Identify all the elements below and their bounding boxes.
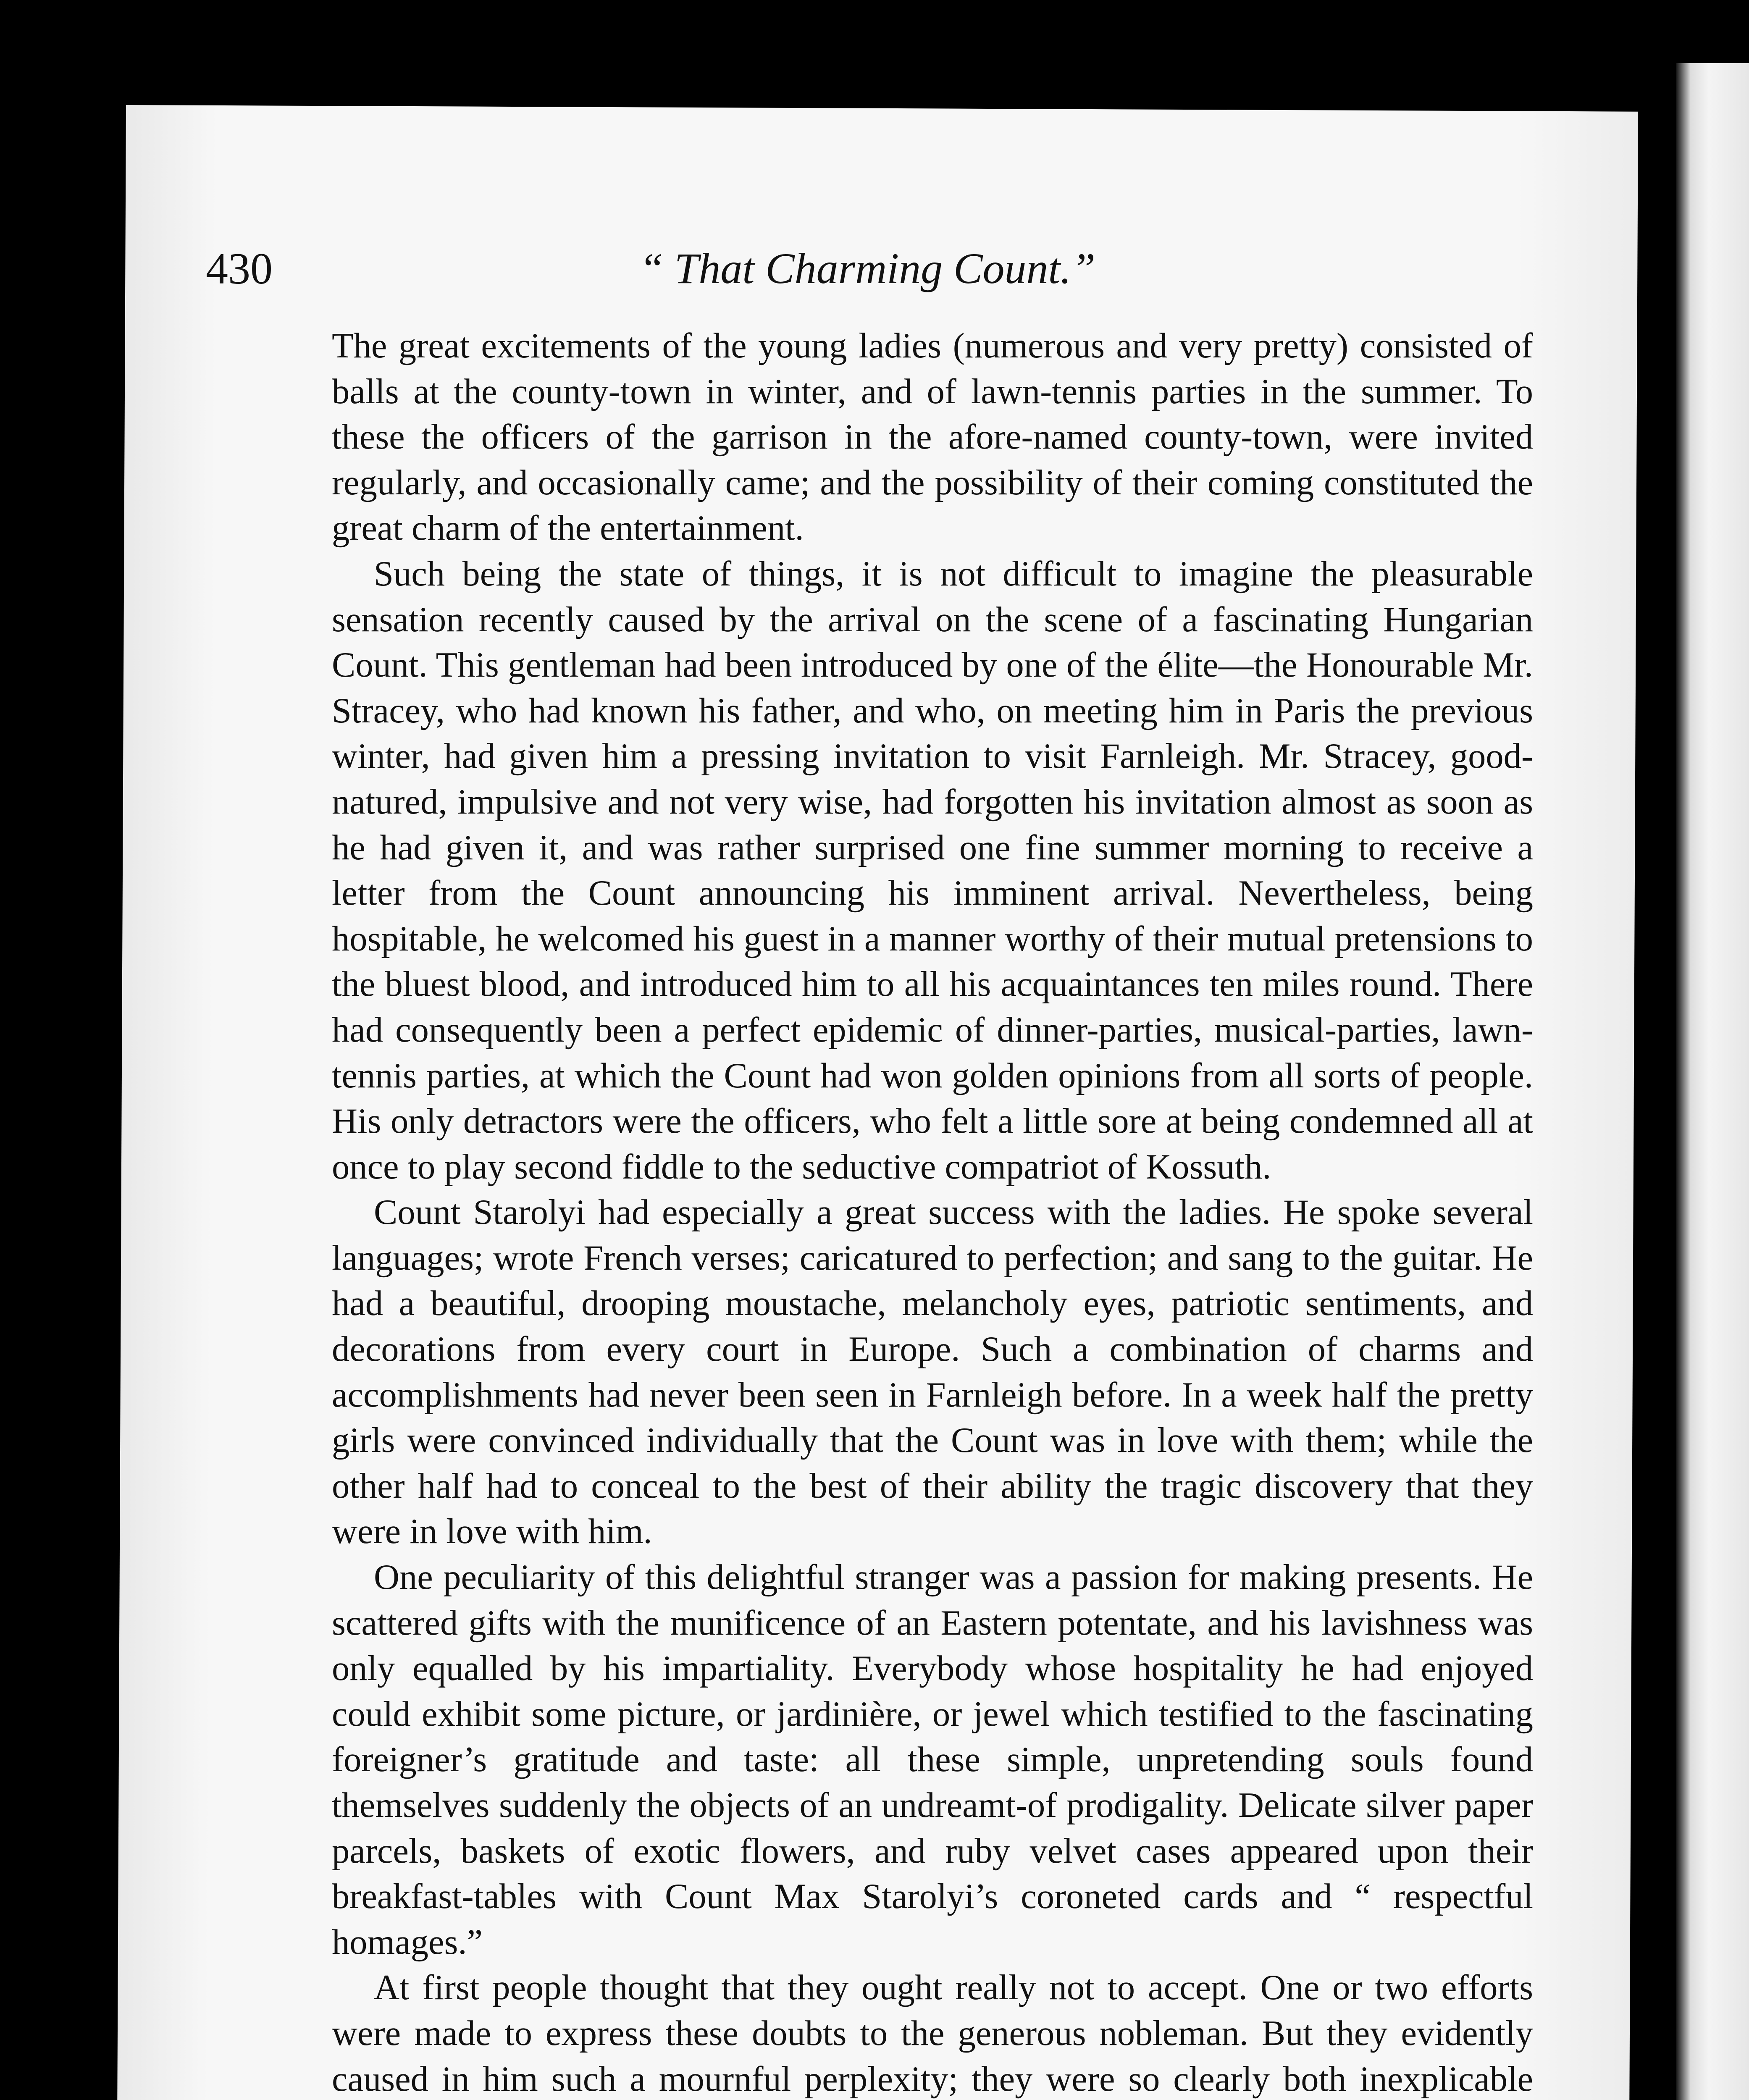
running-head: “ That Charming Count.” [639,244,1096,293]
page-number: 430 [206,244,273,293]
paragraph-4: One peculiarity of this delightful stranger was a passion for making presents. He scattered gifts with the munificence of an Eastern potentate, and his lavishness was only equalled by his impartiality. Everybody whose hospitality he had enjoyed could exhibit some picture, or jardinière, or jewel which testified to the fascinating foreigner’s gratitude and taste: all these simple, unpretending souls found themselves suddenly the objects of an undreamt-of prodigality. Delicate silver paper parcels, baskets of exotic flowers, and ruby velvet cases appeared upon their breakfast-tables with Count Max Starolyi’s coroneted cards and “ respectful homages.” [332,1558,1533,1962]
paragraph-3: Count Starolyi had especially a great success with the ladies. He spoke several languages; wrote French verses; caricatured to perfection; and sang to the guitar. He had a beautiful, drooping moustache, melancholy eyes, patriotic sentiments, and decorations from every court in Europe. Such a combination of charms and accomplishments had never been seen in Farnleigh before. In a week half the pretty girls were convinced individually that the Count was in love with them; while the other half had to conceal to the best of their ability the tragic discovery that they were in love with him. [332,1193,1533,1551]
page-header [206,235,1529,302]
paragraph-5: At first people thought that they ought really not to accept. One or two efforts were made to express these doubts to the generous nobleman. But they evidently caused in him such a mournful perplexity; they were so clearly both inexplicable [332,1968,1533,2099]
facing-page-edge [1676,63,1749,2100]
paragraph-1: The great excitements of the young ladies (numerous and very pretty) consisted of balls at the county-town in winter, and of lawn-tennis parties in the summer. To these the officers of the garrison in the afore-named county-town, were invited regularly, and occasionally came; and the possibility of their coming constituted the great charm of the entertainment. [332,326,1533,548]
page-body-text [332,323,1533,2100]
paragraph-2: Such being the state of things, it is not difficult to imagine the pleasurable sensation recently caused by the arrival on the scene of a fascinating Hungarian Count. This gentleman had been introduced by one of the élite—the Honourable Mr. Stracey, who had known his father, and who, on meeting him in Paris the previous winter, had given him a pressing invitation to visit Farnleigh. Mr. Stracey, good-natured, impulsive and not very wise, had forgotten his invitation almost as soon as he had given it, and was rather surprised one fine summer morning to receive a letter from the Count announcing his imminent arrival. Nevertheless, being hospitable, he welcomed his guest in a manner worthy of their mutual pretensions to the bluest blood, and introduced him to all his acquaintances ten miles round. There had consequently been a perfect epidemic of dinner-parties, musical-parties, lawn-tennis parties, at which the Count had won golden opinions from all sorts of people. His only detractors were the officers, who felt a little sore at being condemned all at once to play second fiddle to the seductive compatriot of Kossuth. [332,554,1533,1186]
